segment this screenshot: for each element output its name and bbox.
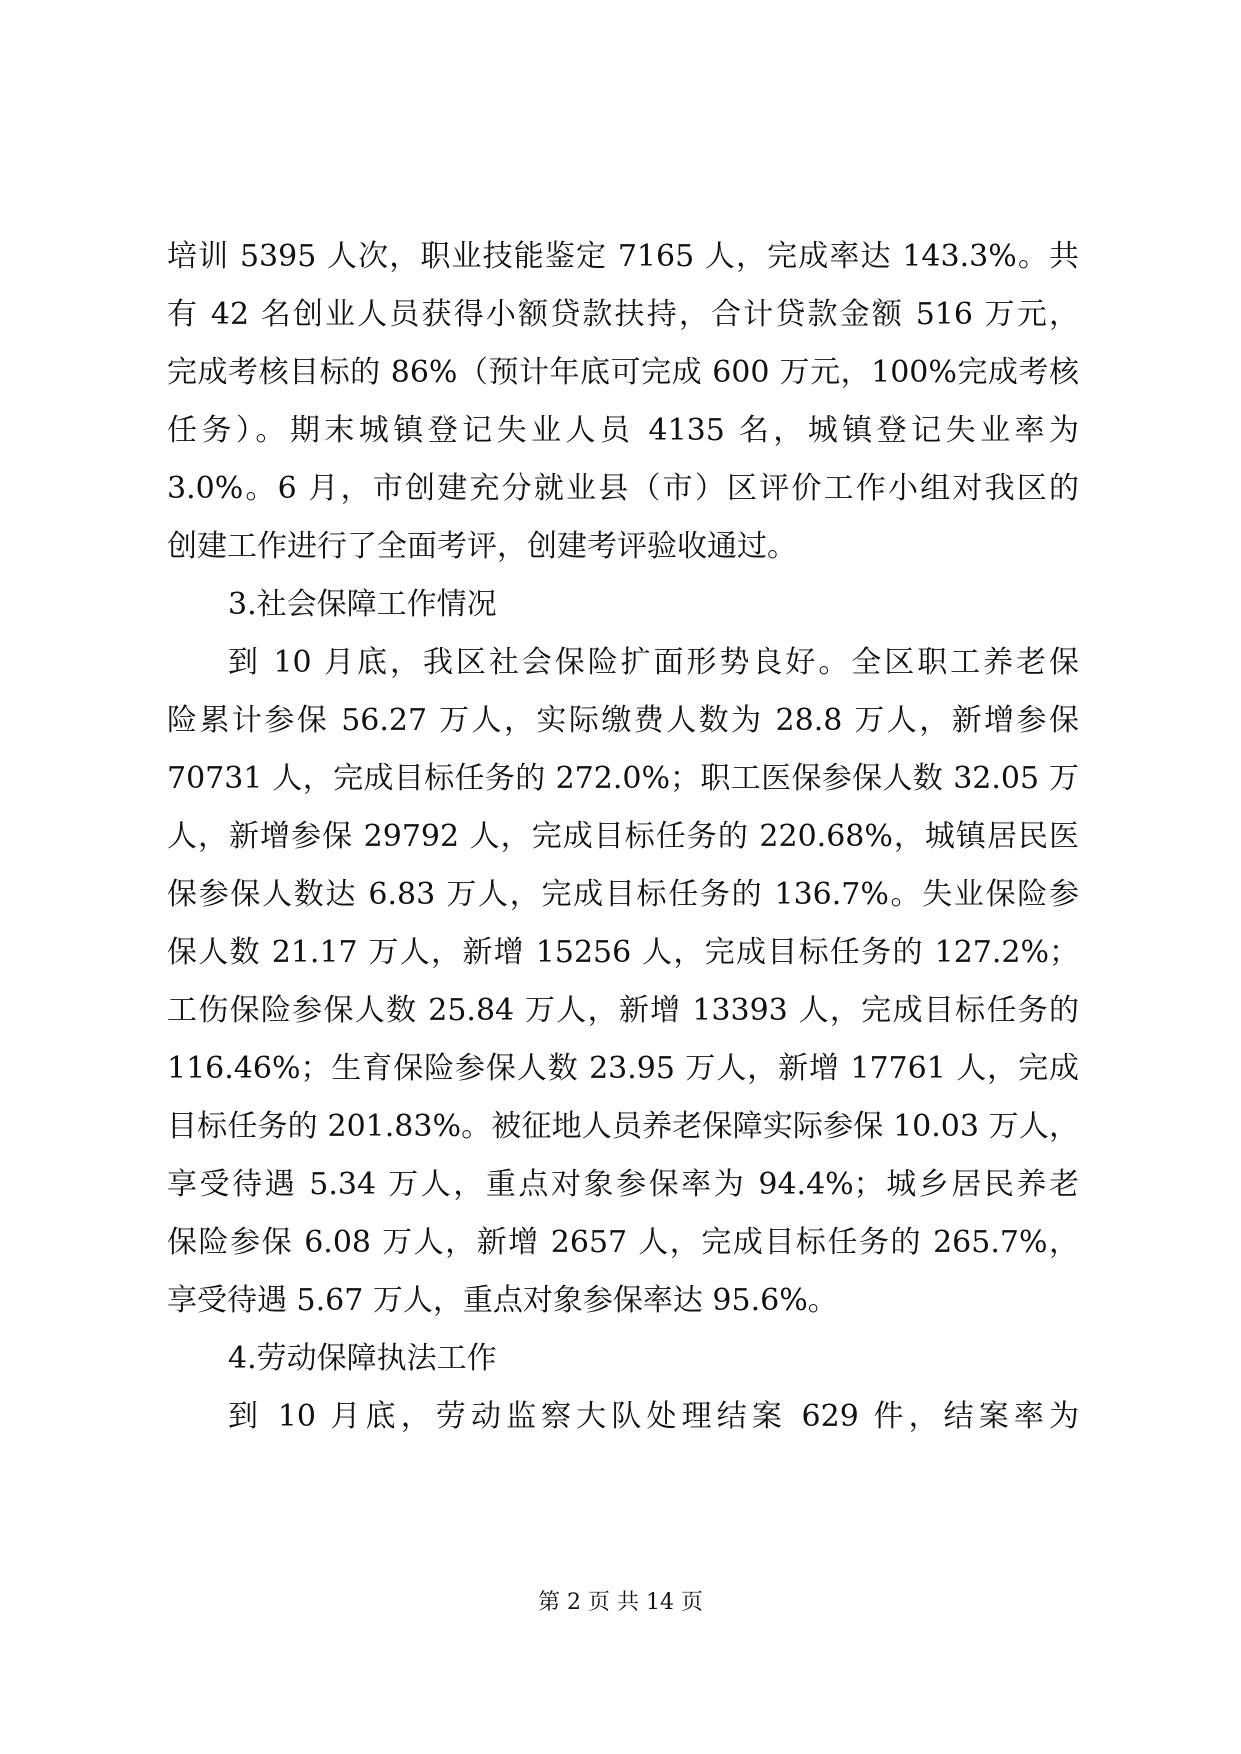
text-line: 培训 5395 人次，职业技能鉴定 7165 人，完成率达 143.3%。共 — [167, 239, 1079, 274]
text-line: 保人数 21.17 万人，新增 15256 人，完成目标任务的 127.2%； — [167, 935, 1079, 970]
text-line: 保险参保 6.08 万人，新增 2657 人，完成目标任务的 265.7%， — [167, 1225, 1079, 1260]
page-number-footer: 第 2 页 共 14 页 — [538, 1590, 703, 1615]
text-line: 完成考核目标的 86%（预计年底可完成 600 万元，100%完成考核 — [167, 355, 1079, 390]
section-heading: 4.劳动保障执法工作 — [228, 1341, 497, 1376]
section-heading: 3.社会保障工作情况 — [228, 587, 497, 622]
text-line: 工伤保险参保人数 25.84 万人，新增 13393 人，完成目标任务的 — [167, 993, 1079, 1028]
text-line: 目标任务的 201.83%。被征地人员养老保障实际参保 10.03 万人， — [167, 1109, 1079, 1144]
text-line: 70731 人，完成目标任务的 272.0%；职工医保参保人数 32.05 万 — [167, 761, 1079, 796]
text-line: 享受待遇 5.34 万人，重点对象参保率为 94.4%；城乡居民养老 — [167, 1167, 1079, 1202]
text-line: 116.46%；生育保险参保人数 23.95 万人，新增 17761 人，完成 — [167, 1051, 1079, 1086]
text-line: 3.0%。6 月，市创建充分就业县（市）区评价工作小组对我区的 — [167, 471, 1079, 506]
text-line: 到 10 月底，我区社会保险扩面形势良好。全区职工养老保 — [228, 645, 1079, 680]
text-line: 任务）。期末城镇登记失业人员 4135 名，城镇登记失业率为 — [167, 413, 1079, 448]
text-line: 享受待遇 5.67 万人，重点对象参保率达 95.6%。 — [167, 1283, 838, 1318]
text-line: 创建工作进行了全面考评，创建考评验收通过。 — [167, 529, 797, 564]
text-line: 人，新增参保 29792 人，完成目标任务的 220.68%，城镇居民医 — [167, 819, 1079, 854]
text-line: 有 42 名创业人员获得小额贷款扶持，合计贷款金额 516 万元， — [167, 297, 1079, 332]
text-line: 险累计参保 56.27 万人，实际缴费人数为 28.8 万人，新增参保 — [167, 703, 1079, 738]
document-body — [167, 228, 1079, 1446]
text-line: 保参保人数达 6.83 万人，完成目标任务的 136.7%。失业保险参 — [167, 877, 1079, 912]
text-line: 到 10 月底，劳动监察大队处理结案 629 件，结案率为 — [228, 1399, 1079, 1434]
